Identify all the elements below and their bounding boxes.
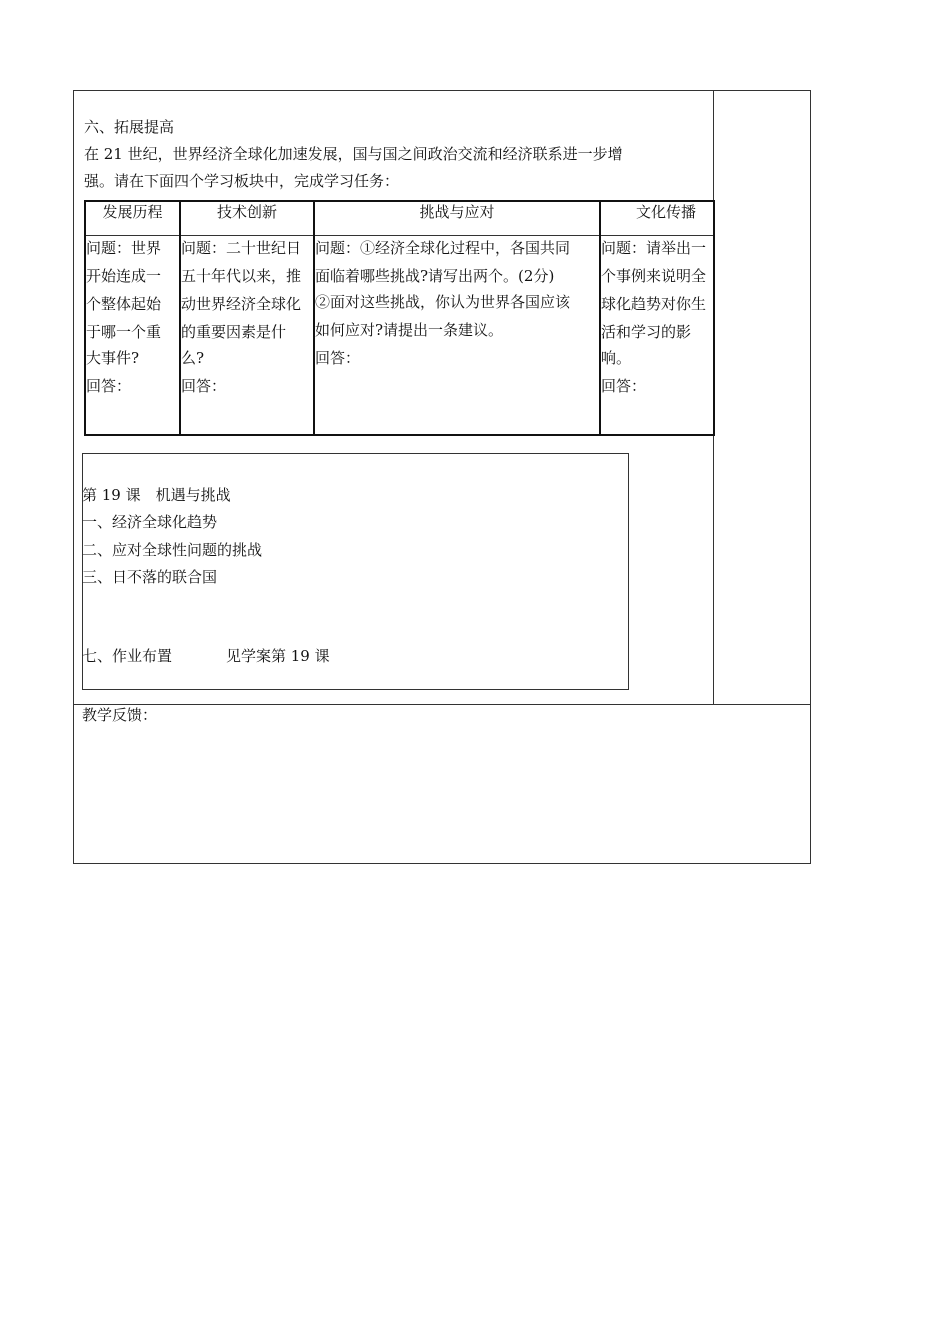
header-culture: 文化传播 bbox=[635, 203, 696, 221]
feedback-divider bbox=[73, 704, 811, 705]
header-development: 发展历程 bbox=[102, 203, 163, 221]
question-line: 大事件? bbox=[86, 349, 140, 367]
outer-top-border bbox=[73, 90, 811, 91]
question-line: 个整体起始 bbox=[86, 295, 162, 313]
question-line: ②面对这些挑战，你认为世界各国应该 bbox=[315, 293, 571, 311]
homework-label: 七、作业布置 bbox=[82, 647, 173, 665]
section-heading: 六、拓展提高 bbox=[84, 118, 175, 136]
summary-item: 三、日不落的联合国 bbox=[82, 568, 218, 586]
header-challenges: 挑战与应对 bbox=[419, 203, 495, 221]
lesson-title: 第 19 课 机遇与挑战 bbox=[82, 486, 231, 504]
question-line: 问题：请举出一 bbox=[601, 239, 707, 257]
answer-label: 回答： bbox=[601, 377, 647, 395]
question-line: 开始连成一 bbox=[86, 267, 162, 285]
outer-right-border bbox=[810, 90, 811, 864]
answer-label: 回答： bbox=[315, 349, 361, 367]
question-line: 五十年代以来，推 bbox=[181, 267, 302, 285]
question-line: 球化趋势对你生 bbox=[601, 295, 707, 313]
intro-line-2: 强。请在下面四个学习板块中，完成学习任务： bbox=[84, 172, 400, 190]
answer-label: 回答： bbox=[86, 377, 132, 395]
question-line: 问题：①经济全球化过程中，各国共同 bbox=[315, 239, 571, 257]
question-line: 面临着哪些挑战?请写出两个。(2分) bbox=[315, 267, 555, 285]
question-line: 动世界经济全球化 bbox=[181, 295, 302, 313]
question-line: 活和学习的影 bbox=[601, 323, 692, 341]
question-line: 么? bbox=[181, 349, 205, 367]
question-line: 于哪一个重 bbox=[86, 323, 162, 341]
outer-bottom-border bbox=[73, 863, 811, 864]
summary-item: 二、应对全球性问题的挑战 bbox=[82, 541, 263, 559]
homework-value: 见学案第 19 课 bbox=[226, 647, 330, 665]
intro-line-1: 在 21 世纪，世界经济全球化加速发展，国与国之间政治交流和经济联系进一步增 bbox=[84, 145, 623, 163]
outer-left-border bbox=[73, 90, 74, 864]
question-line: 问题：二十世纪日 bbox=[181, 239, 302, 257]
question-line: 个事例来说明全 bbox=[601, 267, 707, 285]
question-line: 响。 bbox=[601, 349, 632, 367]
question-line: 问题：世界 bbox=[86, 239, 162, 257]
header-innovation: 技术创新 bbox=[216, 203, 277, 221]
feedback-label: 教学反馈： bbox=[82, 706, 158, 724]
question-line: 如何应对?请提出一条建议。 bbox=[315, 321, 504, 339]
question-line: 的重要因素是什 bbox=[181, 323, 287, 341]
summary-item: 一、经济全球化趋势 bbox=[82, 513, 218, 531]
answer-label: 回答： bbox=[181, 377, 227, 395]
